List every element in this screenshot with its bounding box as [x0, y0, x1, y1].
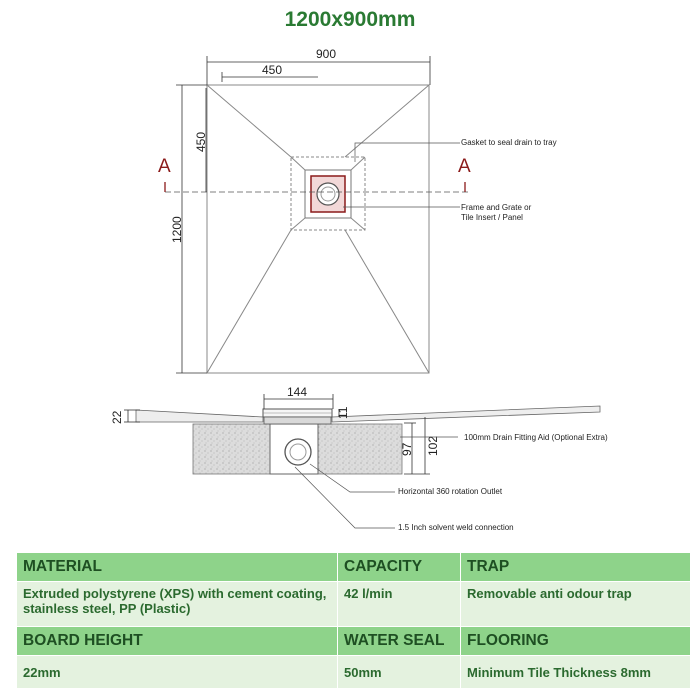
half-width-dimension-label: 450 — [262, 63, 283, 77]
plan-callout-leaders — [343, 143, 460, 207]
callout-outlet: Horizontal 360 rotation Outlet — [398, 487, 503, 496]
board-height-value: 22mm — [17, 656, 338, 689]
drain-width-label: 144 — [287, 385, 308, 399]
section-marker-right: A — [458, 156, 471, 177]
spec-header-row — [17, 553, 691, 582]
section-marker-left: A — [158, 156, 171, 177]
capacity-value: 42 l/min — [338, 582, 461, 627]
half-length-dimension-label: 450 — [194, 131, 208, 152]
callout-frame-line1: Frame and Grate or — [461, 203, 532, 212]
flooring-header: FLOORING — [461, 627, 691, 656]
plan-view — [207, 85, 429, 373]
trap-value: Removable anti odour trap — [461, 582, 691, 627]
width-dimension-label: 900 — [316, 47, 337, 61]
fall-line — [345, 85, 429, 157]
page-title: 1200x900mm — [284, 8, 416, 31]
callout-solvent-weld: 1.5 Inch solvent weld connection — [398, 523, 514, 532]
callout-fitting-aid: 100mm Drain Fitting Aid (Optional Extra) — [464, 433, 608, 442]
board-height-label: 22 — [110, 410, 124, 424]
spec-value-row — [17, 656, 691, 689]
capacity-header: CAPACITY — [338, 553, 461, 582]
fall-line — [345, 230, 429, 373]
drain-body-plan — [311, 176, 345, 212]
material-value: Extruded polystyrene (XPS) with cement coating, stainless steel, PP (Plastic) — [17, 582, 338, 627]
tray-board-section — [136, 406, 600, 422]
water-seal-value: 50mm — [338, 656, 461, 689]
length-dimension-label: 1200 — [170, 216, 184, 243]
depth-97-label: 97 — [400, 442, 414, 456]
material-header: MATERIAL — [17, 553, 338, 582]
callout-gasket: Gasket to seal drain to tray — [461, 138, 557, 147]
grate-height-label: 11 — [336, 406, 350, 419]
fall-line — [207, 230, 291, 373]
spec-table — [16, 552, 691, 689]
spec-header-row — [17, 627, 691, 656]
callout-frame-line2: Tile Insert / Panel — [461, 213, 523, 222]
fall-line — [207, 85, 291, 157]
water-seal-header: WATER SEAL — [338, 627, 461, 656]
drain-body-section — [264, 417, 331, 424]
trap-header: TRAP — [461, 553, 691, 582]
flooring-value: Minimum Tile Thickness 8mm — [461, 656, 691, 689]
board-height-header: BOARD HEIGHT — [17, 627, 338, 656]
depth-102-label: 102 — [426, 435, 440, 456]
tray-outline — [207, 85, 429, 373]
spec-value-row — [17, 582, 691, 627]
